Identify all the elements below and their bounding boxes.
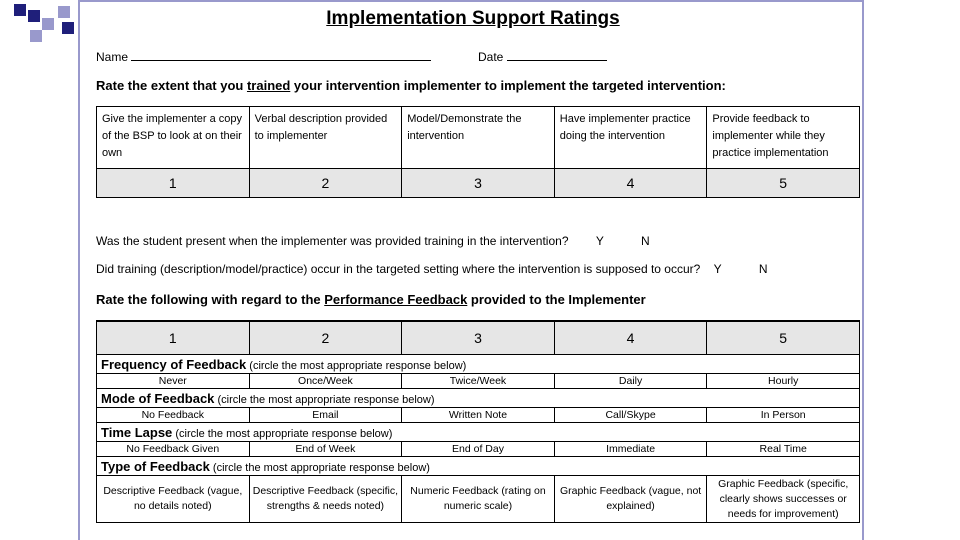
deco-square xyxy=(14,4,26,16)
name-line xyxy=(96,49,431,64)
option-cell[interactable]: Twice/Week xyxy=(402,374,555,389)
training-ratings-row xyxy=(97,169,860,198)
deco-square xyxy=(30,30,42,42)
option-cell[interactable]: Graphic Feedback (specific, clearly shows successes or needs for improvement) xyxy=(707,476,860,523)
section-header-time-lapse: Time Lapse (circle the most appropriate response below) xyxy=(97,423,860,442)
feedback-rating-3[interactable]: 3 xyxy=(402,321,555,355)
training-heading: Rate the extent that you trained your intervention implementer to implement the targeted intervention: xyxy=(96,78,726,93)
date-line xyxy=(478,49,607,64)
section-header-mode: Mode of Feedback (circle the most appropriate response below) xyxy=(97,389,860,408)
answer-yes[interactable]: Y xyxy=(595,234,604,248)
option-cell[interactable]: Immediate xyxy=(554,442,707,457)
option-cell[interactable]: Daily xyxy=(554,374,707,389)
deco-square xyxy=(58,6,70,18)
option-cell[interactable]: Numeric Feedback (rating on numeric scale) xyxy=(402,476,555,523)
option-cell[interactable]: Once/Week xyxy=(249,374,402,389)
feedback-ratings-row xyxy=(97,321,860,355)
answer-no[interactable]: N xyxy=(640,234,650,248)
training-rating-3[interactable]: 3 xyxy=(402,169,555,198)
training-description: Verbal description provided to implementer xyxy=(249,107,402,169)
deco-square xyxy=(42,18,54,30)
date-label: Date xyxy=(478,50,504,64)
option-cell[interactable]: In Person xyxy=(707,408,860,423)
feedback-rating-1[interactable]: 1 xyxy=(97,321,250,355)
option-cell[interactable]: No Feedback xyxy=(97,408,250,423)
answer-no[interactable]: N xyxy=(758,262,768,276)
training-description: Model/Demonstrate the intervention xyxy=(402,107,555,169)
option-cell[interactable]: Written Note xyxy=(402,408,555,423)
option-cell[interactable]: Descriptive Feedback (specific, strengths & needs noted) xyxy=(249,476,402,523)
name-field[interactable] xyxy=(131,49,431,61)
option-cell[interactable]: End of Day xyxy=(402,442,555,457)
mode-options-row xyxy=(97,408,860,423)
type-options-row xyxy=(97,476,860,523)
question-student-present: Was the student present when the implementer was provided training in the intervention? Y N xyxy=(96,234,650,248)
section-header-type: Type of Feedback (circle the most appropriate response below) xyxy=(97,457,860,476)
feedback-rating-2[interactable]: 2 xyxy=(249,321,402,355)
option-cell[interactable]: End of Week xyxy=(249,442,402,457)
training-rating-5[interactable]: 5 xyxy=(707,169,860,198)
feedback-rating-4[interactable]: 4 xyxy=(554,321,707,355)
frequency-options-row xyxy=(97,374,860,389)
training-table xyxy=(96,106,860,198)
name-label: Name xyxy=(96,50,129,64)
deco-square xyxy=(28,10,40,22)
training-description: Provide feedback to implementer while they practice implementation xyxy=(707,107,860,169)
deco-square xyxy=(62,22,74,34)
option-cell[interactable]: Graphic Feedback (vague, not explained) xyxy=(554,476,707,523)
option-cell[interactable]: Real Time xyxy=(707,442,860,457)
date-field[interactable] xyxy=(507,49,607,61)
training-rating-2[interactable]: 2 xyxy=(249,169,402,198)
training-rating-4[interactable]: 4 xyxy=(554,169,707,198)
feedback-table xyxy=(96,320,860,523)
training-description: Have implementer practice doing the intervention xyxy=(554,107,707,169)
section-header-frequency: Frequency of Feedback (circle the most appropriate response below) xyxy=(97,355,860,374)
option-cell[interactable]: Call/Skype xyxy=(554,408,707,423)
document-page xyxy=(78,0,864,540)
training-descriptions-row xyxy=(97,107,860,169)
training-rating-1[interactable]: 1 xyxy=(97,169,250,198)
feedback-heading: Rate the following with regard to the Performance Feedback provided to the Implementer xyxy=(96,292,646,307)
option-cell[interactable]: Never xyxy=(97,374,250,389)
option-cell[interactable]: Email xyxy=(249,408,402,423)
option-cell[interactable]: Descriptive Feedback (vague, no details noted) xyxy=(97,476,250,523)
answer-yes[interactable]: Y xyxy=(713,262,722,276)
feedback-rating-5[interactable]: 5 xyxy=(707,321,860,355)
question-targeted-setting: Did training (description/model/practice) occur in the targeted setting where the intervention is supposed to occur? Y N xyxy=(96,262,768,276)
time-lapse-options-row xyxy=(97,442,860,457)
option-cell[interactable]: Hourly xyxy=(707,374,860,389)
option-cell[interactable]: No Feedback Given xyxy=(97,442,250,457)
page-title: Implementation Support Ratings xyxy=(326,8,620,29)
training-description: Give the implementer a copy of the BSP to look at on their own xyxy=(97,107,250,169)
